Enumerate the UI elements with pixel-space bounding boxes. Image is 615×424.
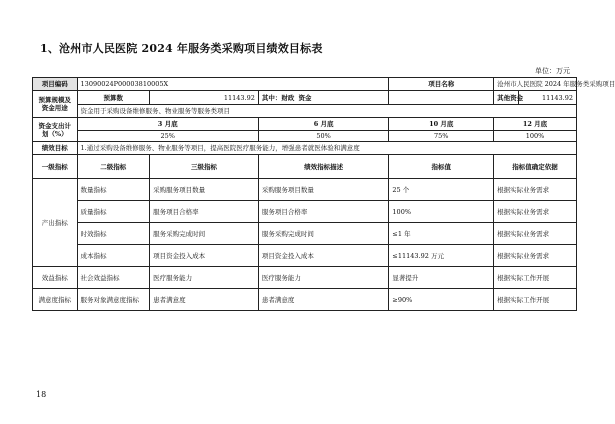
indicator-level2: 社会效益指标 [77,267,150,289]
goal-text: 1.通过采购设备维修服务、物业服务等项目，提高医院医疗服务能力，增强患者就医体验和满意度 [77,142,576,155]
budget-total-label: 预算数 [77,91,150,105]
indicator-level2: 时效指标 [77,223,150,245]
plan-value-row [33,131,577,142]
indicator-description: 服务项目合格率 [258,201,389,223]
indicator-basis: 根据实际业务需求 [494,179,577,201]
indicator-level2: 成本指标 [77,245,150,267]
indicator-level2: 数量指标 [77,179,150,201]
budget-total-value: 11143.92 [150,91,259,105]
indicator-description: 患者满意度 [258,289,389,311]
budget-fund-label: 资金 [298,93,312,102]
indicator-value: ≤1 年 [389,223,494,245]
indicator-level3: 医疗服务能力 [150,267,259,289]
indicator-level1: 满意度指标 [33,289,78,311]
indicator-row [33,267,577,289]
indicator-row [33,223,577,245]
goal-label: 绩效目标 [33,142,78,155]
indicator-basis: 根据实际业务需求 [494,223,577,245]
plan-period-2: 6 月底 [258,118,389,131]
plan-period-1: 3 月底 [77,118,258,131]
indicator-level1: 产出指标 [33,179,78,267]
plan-label: 资金支出计划（%） [33,118,78,142]
indicator-row [33,289,577,311]
project-code-value: 13090024P00003810005X [77,78,389,91]
indicator-level3: 项目资金投入成本 [150,245,259,267]
project-name-label: 项目名称 [389,78,494,91]
header-basis: 指标值确定依据 [494,155,577,179]
indicator-description: 采购服务项目数量 [258,179,389,201]
page-title: 1、沧州市人民医院 2024 年服务类采购项目绩效目标表 [40,42,323,55]
indicator-level3: 服务采购完成时间 [150,223,259,245]
indicator-header-row [33,155,577,179]
indicator-description: 服务采购完成时间 [258,223,389,245]
indicator-level1: 效益指标 [33,267,78,289]
plan-value-2: 50% [258,131,389,142]
plan-value-3: 75% [389,131,494,142]
budget-other-label: 其他资金 [494,91,519,105]
budget-other-value: 11143.92 [518,91,576,105]
performance-target-table [32,77,615,311]
indicator-level3: 服务项目合格率 [150,201,259,223]
plan-value-4: 100% [494,131,577,142]
indicator-value: 显著提升 [389,267,494,289]
budget-label: 预算规模及资金用途 [33,91,78,118]
indicator-value: 100% [389,201,494,223]
unit-label: 单位：万元 [535,67,570,75]
indicator-level3: 采购服务项目数量 [150,179,259,201]
indicator-basis: 根据实际业务需求 [494,201,577,223]
project-code-label: 项目编码 [33,78,78,91]
budget-of-which-label: 其中：财政 [261,93,295,102]
indicator-value: ≤11143.92 万元 [389,245,494,267]
header-description: 绩效指标描述 [258,155,389,179]
header-level1: 一级指标 [33,155,78,179]
indicator-row [33,245,577,267]
indicator-level3: 患者满意度 [150,289,259,311]
indicator-description: 医疗服务能力 [258,267,389,289]
budget-usage-text: 资金用于采购设备维修服务、物业服务等服务类项目 [77,105,576,118]
plan-period-3: 10 月底 [389,118,494,131]
indicator-basis: 根据实际工作开展 [494,289,577,311]
budget-usage-row [33,105,577,118]
plan-value-1: 25% [77,131,258,142]
project-name-value: 沧州市人民医院 2024 年服务类采购项目 [494,78,577,91]
budget-fiscal-cell [258,91,389,105]
plan-period-4: 12 月底 [494,118,577,131]
goal-row [33,142,577,155]
header-value: 指标值 [389,155,494,179]
indicator-level2: 质量指标 [77,201,150,223]
indicator-basis: 根据实际工作开展 [494,267,577,289]
indicator-description: 项目资金投入成本 [258,245,389,267]
indicator-value: 25 个 [389,179,494,201]
indicator-level2: 服务对象满意度指标 [77,289,150,311]
header-level3: 三级指标 [150,155,259,179]
project-code-row [33,78,577,91]
plan-period-row [33,118,577,131]
indicator-row [33,179,577,201]
indicator-basis: 根据实际业务需求 [494,245,577,267]
header-level2: 二级指标 [77,155,150,179]
page-number: 18 [36,390,47,399]
budget-row [33,91,577,105]
budget-spacer [389,91,494,105]
indicator-row [33,201,577,223]
indicator-value: ≥90% [389,289,494,311]
